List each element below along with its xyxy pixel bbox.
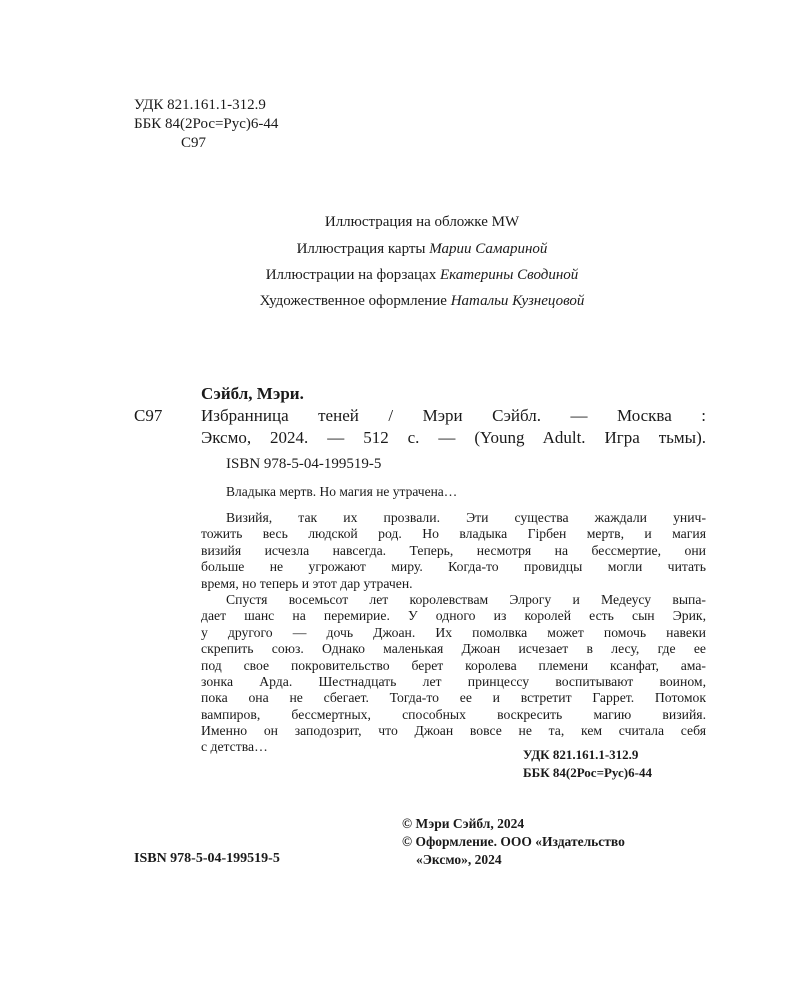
annotation-line: скрепить союз. Однако маленькая Джоан исчезает в лесу, где ее [201, 641, 706, 657]
classification-udk: УДК 821.161.1-312.9 [134, 97, 266, 113]
annotation-line: вампиров, бессмертных, способных воскресить магию визийя. [201, 706, 706, 722]
copyright-publisher: «Эксмо», 2024 [416, 852, 502, 867]
credit-design: Художественное оформление Натальи Кузнецовой [259, 293, 585, 309]
credit-endpapers: Иллюстрации на форзацах Екатерины Сводиной [265, 267, 579, 283]
annotation-line: дает шанс на перемирие. У одного из королей есть сын Эрик, [201, 608, 706, 624]
classification-author-mark: С97 [181, 135, 207, 151]
annotation-line: Именно он заподозрит, что Джоан вовсе не та, кем считала себя [201, 723, 706, 739]
annotation-line: под свое покровительство берет королева племени ксанфат, ама- [201, 657, 706, 673]
copyright-design: © Оформление. ООО «Издательство [402, 834, 625, 849]
bottom-udk: УДК 821.161.1-312.9 [523, 747, 639, 762]
annotation-line: визийя исчезла навсегда. Теперь, несмотря на бессмертие, они [201, 542, 706, 558]
catalog-title-line: Избранница теней / Мэри Сэйбл. — Москва : [201, 406, 706, 425]
catalog-isbn: ISBN 978-5-04-199519-5 [226, 456, 382, 472]
annotation-line: тожить весь людской род. Но владыка Гірбен мертв, и магия [201, 526, 706, 542]
credit-cover: Иллюстрация на обложке MW [324, 214, 520, 230]
annotation-line: зонка Арда. Шестнадцать лет принцессу воспитывают воином, [201, 673, 706, 689]
annotation [201, 510, 706, 756]
annotation-line: Спустя восемьсот лет королевствам Элрогу и Медеусу выпа- [226, 591, 706, 607]
annotation-line: больше не угрожают миру. Когда-то провидцы могли читать [201, 559, 706, 575]
catalog-mark: С97 [134, 406, 163, 425]
catalog-author: Сэйбл, Мэри. [201, 384, 304, 403]
bottom-bbk: ББК 84(2Рос=Рус)6-44 [523, 765, 652, 780]
annotation-line: Визийя, так их прозвали. Эти существа жаждали унич- [226, 510, 706, 525]
copyright-author: © Мэри Сэйбл, 2024 [402, 816, 525, 831]
annotation-line: время, но теперь и этот дар утрачен. [201, 575, 413, 591]
annotation-line: пока она не сбегает. Тогда-то ее и встретит Гаррет. Потомок [201, 690, 706, 706]
classification-bbk: ББК 84(2Рос=Рус)6-44 [134, 116, 279, 132]
tagline: Владыка мертв. Но магия не утрачена… [226, 484, 458, 499]
annotation-line: с детства… [201, 739, 268, 755]
annotation-line: у другого — дочь Джоан. Их помолвка может помочь навеки [201, 624, 706, 640]
bottom-isbn: ISBN 978-5-04-199519-5 [134, 851, 280, 866]
credit-map: Иллюстрация карты Марии Самариной [296, 241, 548, 257]
catalog-publisher-line: Эксмо, 2024. — 512 с. — (Young Adult. Игра тьмы). [201, 428, 706, 447]
